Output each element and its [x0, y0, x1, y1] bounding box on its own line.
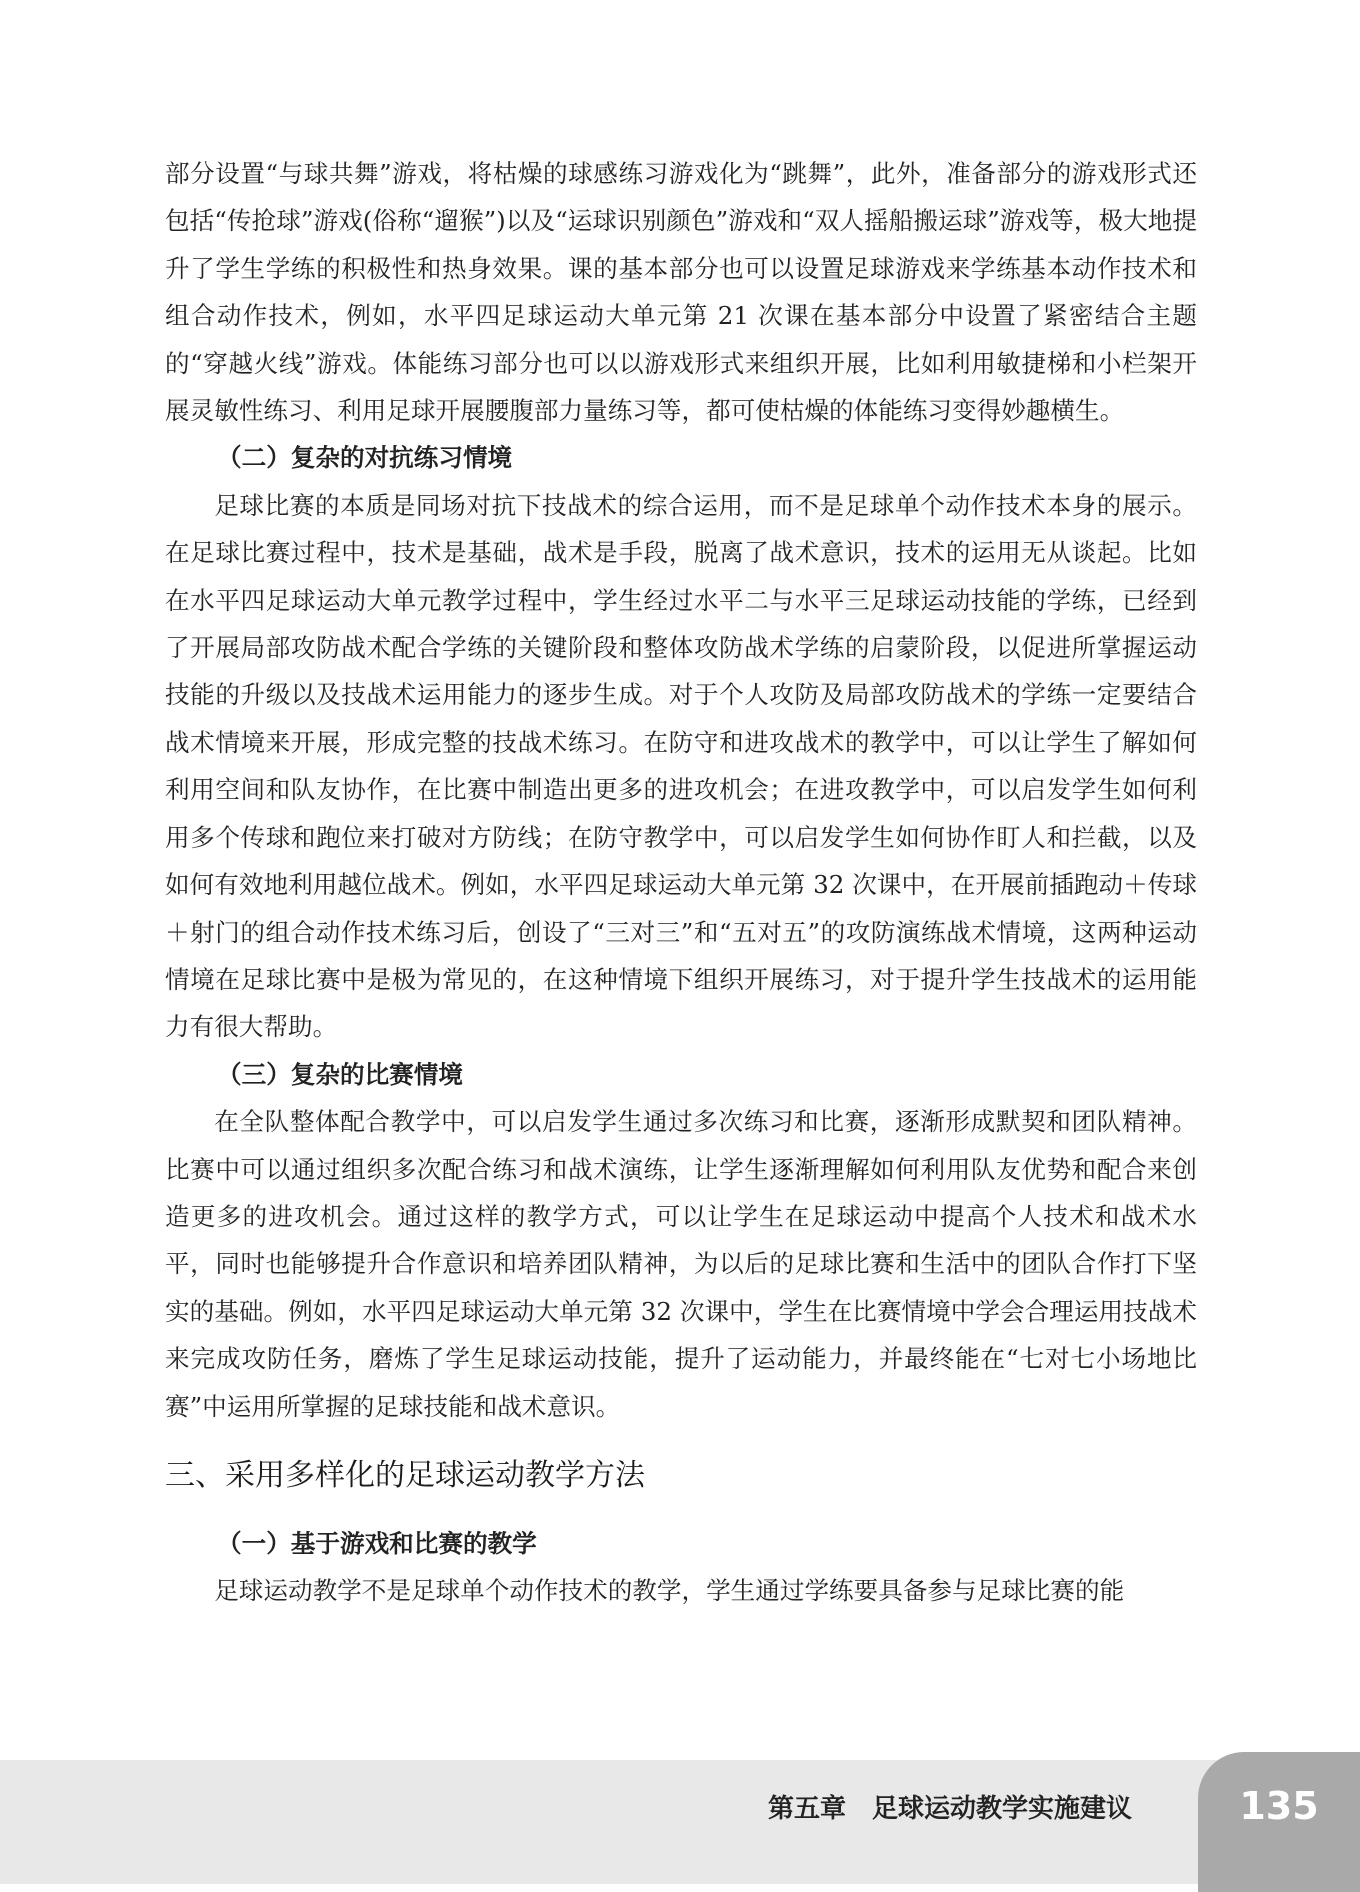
paragraph-match-situation: 在全队整体配合教学中，可以启发学生通过多次练习和比赛，逐渐形成默契和团队精神。比赛中可以通过组织多次配合练习和战术演练，让学生逐渐理解如何利用队友优势和配合来创造更多的进攻机会。通过这样的教学方式，可以让学生在足球运动中提高个人技术和战术水平，同时也能够提升合作意识和培养团队精神，为以后的足球比赛和生活中的团队合作打下坚实的基础。例如，水平四足球运动大单元第 32 次课中，学生在比赛情境中学会合理运用技战术来完成攻防任务，磨炼了学生足球运动技能，提升了运动能力，并最终能在“七对七小场地比赛”中运用所掌握的足球技能和战术意识。 — [165, 1107, 1197, 1421]
page-number: 135 — [1239, 1784, 1319, 1828]
subheading-adversarial-practice: （二）复杂的对抗练习情境 — [217, 443, 513, 473]
chapter-title: 第五章 足球运动教学实施建议 — [767, 1794, 1132, 1824]
footer-bar — [0, 1760, 1360, 1884]
paragraph-game-based-teaching: 足球运动教学不是足球单个动作技术的教学，学生通过学练要具备参与足球比赛的能 — [214, 1576, 1125, 1606]
paragraph-adversarial-practice: 足球比赛的本质是同场对抗下技战术的综合运用，而不是足球单个动作技术本身的展示。在足球比赛过程中，技术是基础，战术是手段，脱离了战术意识，技术的运用无从谈起。比如在水平四足球运动大单元教学过程中，学生经过水平二与水平三足球运动技能的学练，已经到了开展局部攻防战术配合学练的关键阶段和整体攻防战术学练的启蒙阶段，以促进所掌握运动技能的升级以及技战术运用能力的逐步生成。对于个人攻防及局部攻防战术的学练一定要结合战术情境来开展，形成完整的技战术练习。在防守和进攻战术的教学中，可以让学生了解如何利用空间和队友协作，在比赛中制造出更多的进攻机会；在进攻教学中，可以启发学生如何利用多个传球和跑位来打破对方防线；在防守教学中，可以启发学生如何协作盯人和拦截，以及如何有效地利用越位战术。例如，水平四足球运动大单元第 32 次课中，在开展前插跑动＋传球＋射门的组合动作技术练习后，创设了“三对三”和“五对五”的攻防演练战术情境，这两种运动情境在足球比赛中是极为常见的，在这种情境下组织开展练习，对于提升学生技战术的运用能力有很大帮助。 — [165, 490, 1197, 1042]
page-content — [165, 150, 1197, 1615]
subheading-match-situation: （三）复杂的比赛情境 — [217, 1059, 463, 1089]
paragraph-continued: 部分设置“与球共舞”游戏，将枯燥的球感练习游戏化为“跳舞”，此外，准备部分的游戏形式还包括“传抢球”游戏(俗称“遛猴”)以及“运球识别颜色”游戏和“双人摇船搬运球”游戏等，极大地提升了学生学练的积极性和热身效果。课的基本部分也可以设置足球游戏来学练基本动作技术和组合动作技术，例如，水平四足球运动大单元第 21 次课在基本部分中设置了紧密结合主题的“穿越火线”游戏。体能练习部分也可以以游戏形式来组织开展，比如利用敏捷梯和小栏架开展灵敏性练习、利用足球开展腰腹部力量练习等，都可使枯燥的体能练习变得妙趣横生。 — [165, 159, 1197, 426]
subheading-game-based-teaching: （一）基于游戏和比赛的教学 — [217, 1528, 537, 1558]
section-heading-teaching-methods: 三、采用多样化的足球运动教学方法 — [165, 1457, 645, 1493]
